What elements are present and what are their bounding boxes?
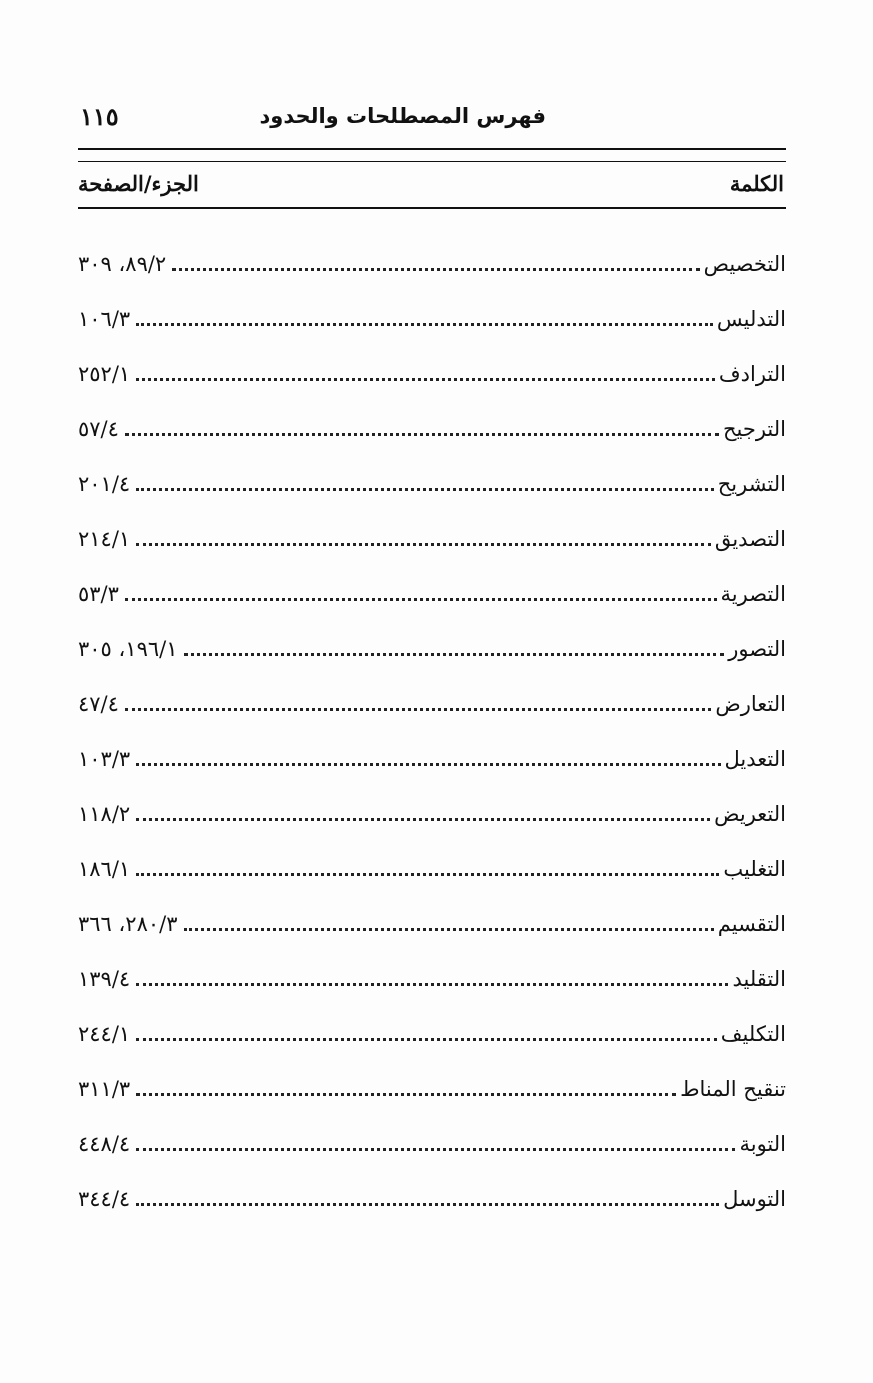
index-list [78,236,786,1226]
entry-reference: ٣١١/٣ [78,1076,131,1101]
dot-leader [136,1186,719,1212]
entry-term: التعريض [714,801,786,826]
entry-term: التشريح [717,471,786,496]
entry-reference: ٢١٤/١ [78,526,131,551]
dot-leader [172,251,699,277]
dot-leader [184,636,725,662]
entry-term: التوبة [739,1131,786,1156]
entry-reference: ٥٧/٤ [78,416,119,441]
entry-term: الترجيح [722,416,786,441]
index-entry [78,951,786,1006]
dot-leader [136,1131,735,1157]
entry-term: التوسل [723,1186,786,1211]
index-entry [78,841,786,896]
entry-term: الترادف [718,361,786,386]
index-entry [78,786,786,841]
dot-leader [136,966,728,992]
index-entry [78,346,786,401]
entry-reference: ٣٤٤/٤ [78,1186,131,1211]
dot-leader [136,1021,717,1047]
dot-leader [184,911,714,937]
header-rule-thin [78,161,786,162]
entry-term: التعديل [724,746,786,771]
entry-reference: ٢٤٤/١ [78,1021,131,1046]
dot-leader [136,856,719,882]
dot-leader [136,801,710,827]
running-title: فهرس المصطلحات والحدود [259,104,546,128]
index-entry [78,401,786,456]
entry-term: تنقيح المناط [680,1076,786,1101]
column-header-rule [78,207,786,209]
index-entry [78,566,786,621]
index-entry [78,1006,786,1061]
index-entry [78,511,786,566]
entry-reference: ٢٨٠/٣، ٣٦٦ [78,911,178,936]
entry-reference: ٥٣/٣ [78,581,119,606]
dot-leader [125,581,717,607]
dot-leader [136,471,714,497]
index-entry [78,731,786,786]
entry-term: التخصيص [703,251,786,276]
entry-term: التقليد [732,966,786,991]
index-entry [78,236,786,291]
dot-leader [125,416,719,442]
index-entry [78,896,786,951]
running-head [78,104,786,138]
index-entry [78,1171,786,1226]
entry-reference: ١٣٩/٤ [78,966,131,991]
index-entry [78,1061,786,1116]
dot-leader [125,691,711,717]
entry-reference: ١٨٦/١ [78,856,131,881]
index-entry [78,676,786,731]
page-number: ١١٥ [80,102,119,131]
index-entry [78,291,786,346]
entry-reference: ٢٠١/٤ [78,471,131,496]
entry-reference: ١١٨/٢ [78,801,131,826]
dot-leader [136,361,715,387]
index-entry [78,456,786,511]
entry-term: التصديق [714,526,786,551]
entry-term: التصور [728,636,786,661]
dot-leader [136,526,711,552]
index-entry [78,621,786,676]
column-header-word: الكلمة [729,171,784,196]
header-rule-thick [78,148,786,150]
dot-leader [136,1076,676,1102]
entry-term: التعارض [715,691,786,716]
entry-reference: ٨٩/٢، ٣٠٩ [78,251,167,276]
entry-reference: ١٩٦/١، ٣٠٥ [78,636,178,661]
entry-term: التدليس [716,306,786,331]
entry-reference: ١٠٦/٣ [78,306,131,331]
entry-term: التقسيم [717,911,786,936]
entry-reference: ١٠٣/٣ [78,746,131,771]
dot-leader [136,306,713,332]
entry-reference: ٤٤٨/٤ [78,1131,131,1156]
dot-leader [136,746,720,772]
index-entry [78,1116,786,1171]
entry-term: التصرية [720,581,786,606]
entry-reference: ٢٥٢/١ [78,361,131,386]
entry-term: التغليب [723,856,786,881]
entry-term: التكليف [720,1021,786,1046]
column-header-reference: الجزء/الصفحة [78,171,199,196]
entry-reference: ٤٧/٤ [78,691,119,716]
